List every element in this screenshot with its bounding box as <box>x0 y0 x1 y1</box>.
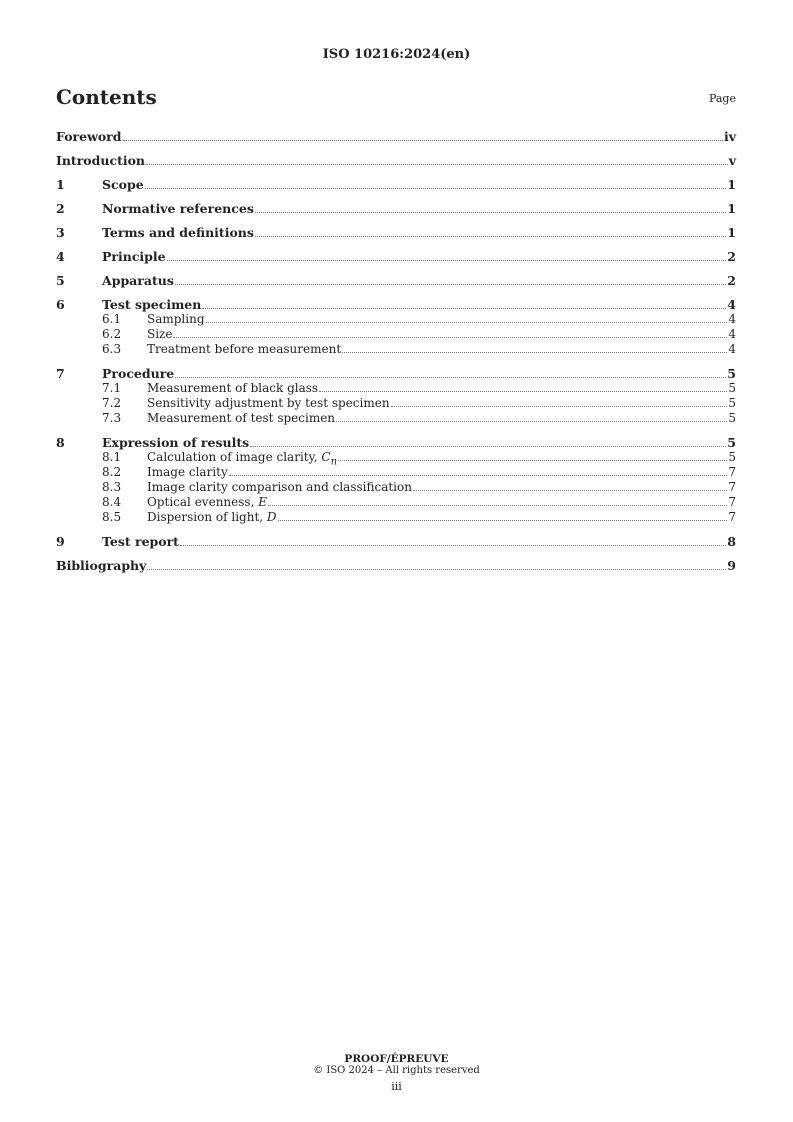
toc-number: 7.3 <box>102 411 122 425</box>
toc-entry-sampling[interactable] <box>56 312 736 327</box>
toc-title-symbol: E <box>258 495 267 509</box>
toc-entry-expression-of-results[interactable] <box>56 435 736 450</box>
toc-number: 3 <box>56 225 65 240</box>
toc-title: Sensitivity adjustment by test specimen <box>147 396 390 410</box>
toc-title: Apparatus <box>102 273 174 288</box>
toc-title: Introduction <box>56 153 146 168</box>
toc-page: 1 <box>727 225 736 240</box>
toc-page: iv <box>723 129 736 144</box>
toc-title-text: Optical evenness, <box>147 495 259 509</box>
toc-page: 5 <box>727 366 736 381</box>
toc-leader <box>391 396 728 407</box>
toc-leader <box>338 450 727 461</box>
toc-title <box>147 495 267 510</box>
toc-entry-principle[interactable] <box>56 249 736 264</box>
toc-page: 7 <box>728 480 736 494</box>
page-column-label: Page <box>708 92 736 105</box>
toc-entry-image-clarity-comparison[interactable] <box>56 480 736 495</box>
toc-title: Normative references <box>102 201 254 216</box>
toc-number: 7 <box>56 366 65 381</box>
toc-page: v <box>728 153 736 168</box>
toc-page: 4 <box>727 297 736 312</box>
toc-entry-foreword[interactable] <box>56 129 736 144</box>
toc-entry-sensitivity-adjustment[interactable] <box>56 396 736 411</box>
proof-label: PROOF/ÉPREUVE <box>344 1053 449 1065</box>
toc-entry-terms-and-definitions[interactable] <box>56 225 736 240</box>
toc-leader <box>319 381 727 392</box>
toc-leader <box>173 327 727 338</box>
toc-leader <box>413 480 727 491</box>
toc-title: Foreword <box>56 129 122 144</box>
toc-page: 7 <box>728 510 736 524</box>
toc-leader <box>336 411 727 422</box>
toc-leader <box>147 559 726 570</box>
toc-number: 6.2 <box>102 327 122 341</box>
toc-number: 5 <box>56 273 65 288</box>
toc-leader <box>167 250 727 261</box>
toc-leader <box>206 312 728 323</box>
toc-leader <box>123 130 723 141</box>
toc-entry-treatment-before-measurement[interactable] <box>56 342 736 357</box>
toc-number: 8.2 <box>102 465 122 479</box>
toc-number: 8.4 <box>102 495 122 509</box>
toc-entry-normative-references[interactable] <box>56 201 736 216</box>
toc-entry-size[interactable] <box>56 327 736 342</box>
toc-page: 1 <box>727 177 736 192</box>
toc-title <box>147 510 277 525</box>
toc-entry-procedure[interactable] <box>56 366 736 381</box>
toc-title: Measurement of test specimen <box>147 411 336 425</box>
toc-entry-image-clarity[interactable] <box>56 465 736 480</box>
toc-title-symbol: D <box>266 510 277 524</box>
toc-page: 4 <box>728 312 736 326</box>
toc-title-text: Calculation of image clarity, <box>147 450 322 464</box>
toc-leader <box>146 154 728 165</box>
toc-leader <box>202 298 726 309</box>
toc-entry-apparatus[interactable] <box>56 273 736 288</box>
toc-title: Expression of results <box>102 435 250 450</box>
copyright-notice: © ISO 2024 – All rights reserved <box>313 1065 480 1076</box>
toc-leader <box>250 436 726 447</box>
toc-number: 7.2 <box>102 396 122 410</box>
toc-leader <box>255 202 726 213</box>
toc-page: 8 <box>727 534 736 549</box>
toc-title: Procedure <box>102 366 175 381</box>
toc-page: 5 <box>728 396 736 410</box>
toc-title: Test specimen <box>102 297 202 312</box>
toc-entry-measurement-of-black-glass[interactable] <box>56 381 736 396</box>
toc-number: 6.1 <box>102 312 122 326</box>
document-code: ISO 10216:2024(en) <box>322 47 471 62</box>
toc-entry-optical-evenness[interactable] <box>56 495 736 510</box>
toc-title: Sampling <box>147 312 205 326</box>
toc-leader <box>268 495 727 506</box>
toc-title-subscript: n <box>330 456 338 468</box>
toc-entry-calculation-of-image-clarity[interactable] <box>56 450 736 468</box>
toc-leader <box>180 535 726 546</box>
toc-page: 4 <box>728 327 736 341</box>
toc-entry-introduction[interactable] <box>56 153 736 168</box>
toc-page: 5 <box>728 450 736 464</box>
toc-page: 4 <box>728 342 736 356</box>
toc-leader <box>229 465 728 476</box>
toc-page: 1 <box>727 201 736 216</box>
toc-title-symbol: C <box>321 450 331 464</box>
toc-leader <box>342 342 727 353</box>
toc-number: 2 <box>56 201 65 216</box>
toc-number: 6 <box>56 297 65 312</box>
toc-leader <box>175 367 726 378</box>
toc-entry-measurement-of-test-specimen[interactable] <box>56 411 736 426</box>
toc-title: Measurement of black glass <box>147 381 319 395</box>
toc-number: 8.3 <box>102 480 122 494</box>
toc-title-text: Dispersion of light, <box>147 510 267 524</box>
toc-title: Terms and definitions <box>102 225 254 240</box>
page-footer <box>0 1053 793 1095</box>
toc-page: 7 <box>728 465 736 479</box>
toc-number: 6.3 <box>102 342 122 356</box>
toc-page: 7 <box>728 495 736 509</box>
toc-entry-test-specimen[interactable] <box>56 297 736 312</box>
toc-entry-scope[interactable] <box>56 177 736 192</box>
toc-number: 1 <box>56 177 65 192</box>
toc-leader <box>175 274 726 285</box>
toc-page: 9 <box>727 558 736 573</box>
toc-leader <box>278 510 728 521</box>
toc-page: 5 <box>728 411 736 425</box>
toc-entry-dispersion-of-light[interactable] <box>56 510 736 525</box>
toc-title: Image clarity comparison and classification <box>147 480 412 494</box>
toc-number: 9 <box>56 534 65 549</box>
toc-number: 4 <box>56 249 65 264</box>
toc-number: 7.1 <box>102 381 122 395</box>
toc-number: 8.1 <box>102 450 122 464</box>
toc-entry-bibliography[interactable] <box>56 558 736 573</box>
toc-page: 5 <box>728 381 736 395</box>
toc-page: 2 <box>727 249 736 264</box>
toc-leader <box>255 226 726 237</box>
toc-page: 5 <box>727 435 736 450</box>
toc-title: Image clarity <box>147 465 228 479</box>
toc-title: Bibliography <box>56 558 147 573</box>
toc-title: Principle <box>102 249 166 264</box>
toc-title: Test report <box>102 534 179 549</box>
toc-number: 8.5 <box>102 510 122 524</box>
toc-leader <box>145 178 727 189</box>
page-number: iii <box>391 1080 402 1093</box>
toc-page: 2 <box>727 273 736 288</box>
toc-number: 8 <box>56 435 65 450</box>
toc-title: Scope <box>102 177 144 192</box>
toc-title: Treatment before measurement <box>147 342 342 356</box>
contents-heading: Contents <box>56 85 157 109</box>
table-of-contents <box>56 129 736 573</box>
toc-entry-test-report[interactable] <box>56 534 736 549</box>
toc-title: Size <box>147 327 173 341</box>
